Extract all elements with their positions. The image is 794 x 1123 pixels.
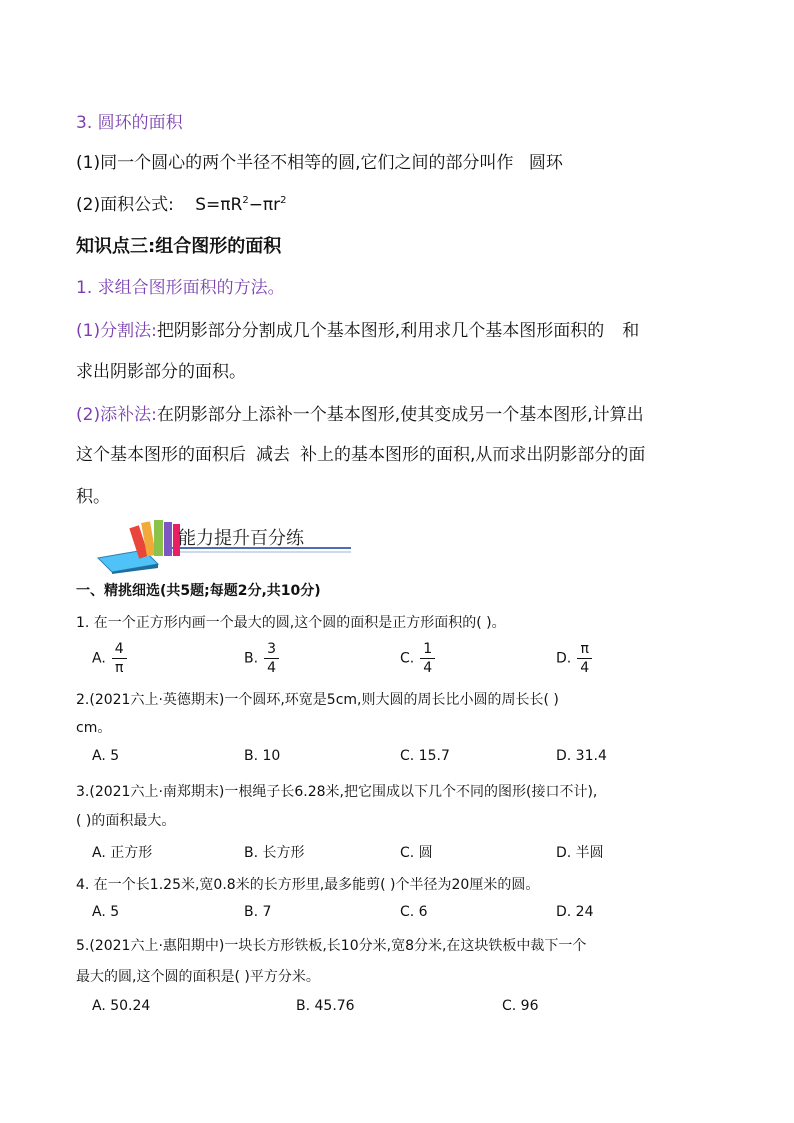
definition-text: (1)同一个圆心的两个半径不相等的圆,它们之间的部分叫作 (76, 153, 514, 173)
question-2: 2.(2021六上·英德期末)一个圆环,环宽是5cm,则大圆的周长比小圆的周长长( ) (76, 692, 559, 708)
question-1: 1. 在一个正方形内画一个最大的圆,这个圆的面积是正方形面积的( )。 (76, 615, 506, 631)
option-b[interactable]: B. 10 (244, 748, 281, 764)
question-4: 4. 在一个长1.25米,宽0.8米的长方形里,最多能剪( )个半径为20厘米的圆。 (76, 877, 540, 893)
add-method-text: 在阴影部分上添补一个基本图形,使其变成另一个基本图形,计算出 (156, 405, 644, 425)
method-heading: 1. 求组合图形面积的方法。 (76, 278, 285, 298)
option-b[interactable]: B. 45.76 (296, 998, 355, 1014)
add-method-line3: 积。 (76, 487, 110, 507)
question-3: 3.(2021六上·南郑期末)一根绳子长6.28米,把它围成以下几个不同的图形(接口不计), (76, 784, 598, 800)
add-method-answer: 减去 (256, 445, 290, 465)
split-method-line (76, 316, 639, 341)
option-c[interactable]: C. 圆 (400, 845, 433, 861)
definition-line (76, 148, 563, 173)
option-c[interactable]: C. 15.7 (400, 748, 450, 764)
section-title: 一、精挑细选(共5题;每题2分,共10分) (76, 583, 321, 599)
option-c[interactable]: C. 6 (400, 904, 428, 920)
split-method-line2: 求出阴影部分的面积。 (76, 362, 246, 382)
option-d[interactable]: D. 半圆 (556, 845, 604, 861)
option-d[interactable]: D. 31.4 (556, 748, 607, 764)
split-method-answer: 和 (622, 321, 640, 341)
option-b[interactable]: B. 长方形 (244, 845, 305, 861)
formula: $S=\pi R^2-\pi r^2$ (195, 195, 287, 215)
option-d[interactable]: D. $\frac{\pi}{4}$ (556, 640, 592, 677)
option-a[interactable]: A. 50.24 (92, 998, 151, 1014)
formula-label: (2)面积公式: (76, 195, 174, 215)
add-method-line (76, 400, 644, 425)
split-method-text: 把阴影部分分割成几个基本图形,利用求几个基本图形面积的 (156, 321, 605, 341)
question-3-cont: ( )的面积最大。 (76, 813, 176, 829)
option-a[interactable]: A. 5 (92, 748, 120, 764)
split-method-label: (1)分割法: (76, 321, 157, 341)
option-a[interactable]: A. 正方形 (92, 845, 153, 861)
question-2-cont: cm。 (76, 720, 112, 736)
definition-answer: 圆环 (528, 153, 563, 173)
add-method-label: (2)添补法: (76, 405, 157, 425)
option-c[interactable]: C. 96 (502, 998, 539, 1014)
banner-title: 能力提升百分练 (178, 528, 304, 549)
option-b[interactable]: B. $\frac{3}{4}$ (244, 640, 279, 677)
add-method-line2: 这个基本图形的面积后 减去 补上的基本图形的面积,从而求出阴影部分的面 (76, 445, 646, 465)
option-c[interactable]: C. $\frac{1}{4}$ (400, 640, 435, 677)
question-5: 5.(2021六上·惠阳期中)一块长方形铁板,长10分米,宽8分米,在这块铁板中裁下一个 (76, 938, 587, 954)
option-d[interactable]: D. 24 (556, 904, 594, 920)
section-heading: 3. 圆环的面积 (76, 113, 183, 133)
option-b[interactable]: B. 7 (244, 904, 272, 920)
question-5-cont: 最大的圆,这个圆的面积是( )平方分米。 (76, 969, 320, 985)
knowledge-title: 知识点三:组合图形的面积 (76, 236, 282, 257)
option-a[interactable]: A. $\frac{4}{\pi}$ (92, 640, 127, 677)
formula-line (76, 190, 287, 215)
option-a[interactable]: A. 5 (92, 904, 120, 920)
